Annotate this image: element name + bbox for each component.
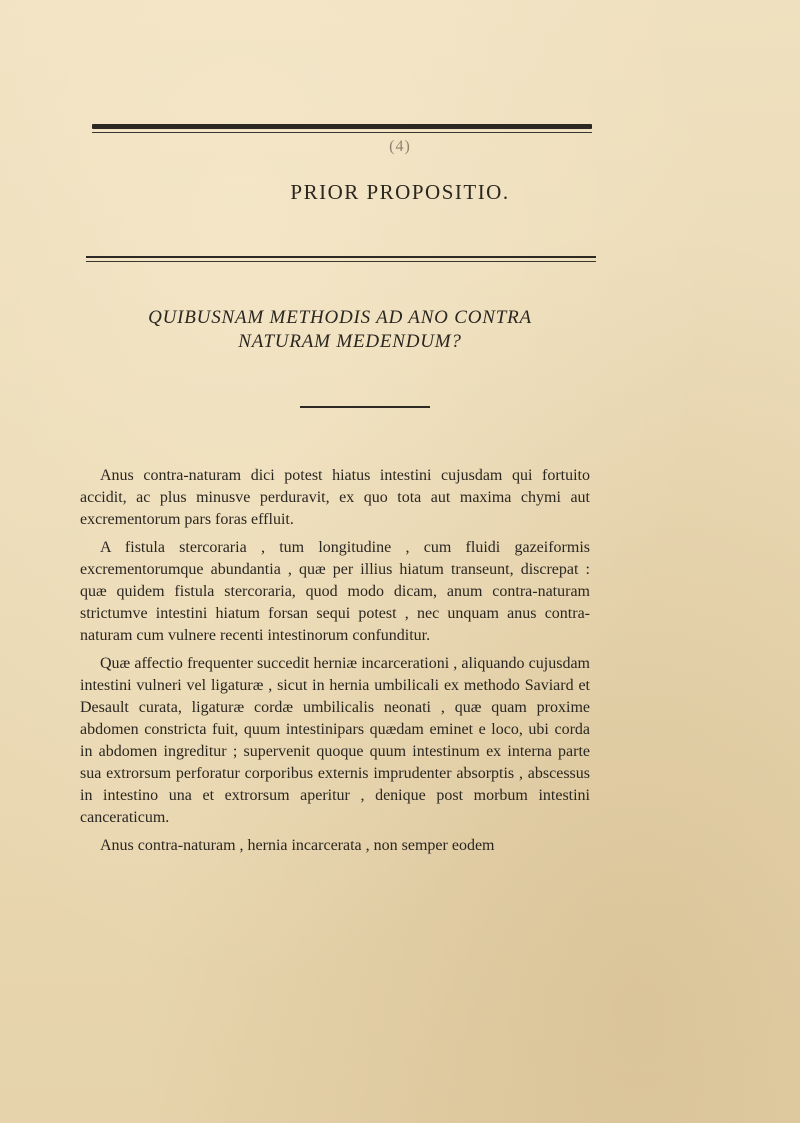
- separator-rule: [300, 406, 430, 408]
- question-heading: [0, 306, 680, 354]
- title-rule-top: [86, 256, 596, 258]
- question-line-2: NATURAM MEDENDUM?: [238, 331, 462, 352]
- title-rule-bottom: [86, 261, 596, 262]
- paragraph: Quæ affectio frequenter succedit herniæ incarcerationi , aliquando cujusdam intestini vulneri vel ligaturæ , sicut in hernia umbilicali ex methodo Saviard et Desault curata, ligaturæ cordæ umbilicalis neonati , quæ quam proxime abdomen constricta fuit, quum intestinipars quædam eminet e loco, ubi corda in abdomen ingreditur ; supervenit quoque quum intestinum ex interna parte sua extrorsum perforatur corporibus externis imprudenter absorptis , abscessus in intestino una et extrorsum aperitur , denique post morbum intestini canceraticum.: [80, 655, 590, 826]
- header-rule: [92, 124, 592, 129]
- body-text: [80, 465, 590, 863]
- paragraph: Anus contra-naturam , hernia incarcerata , non semper eodem: [100, 837, 495, 854]
- section-title: PRIOR PROPOSITIO.: [290, 180, 510, 204]
- header-rule-thin: [92, 132, 592, 133]
- paragraph: Anus contra-naturam dici potest hiatus intestini cujusdam qui fortuito accidit, ac plus minusve perduravit, ex quo tota aut maxima chymi aut excrementorum pars foras effluit.: [80, 467, 590, 528]
- question-line-1: QUIBUSNAM METHODIS AD ANO CONTRA: [148, 307, 532, 328]
- paragraph: A fistula stercoraria , tum longitudine , cum fluidi gazeiformis excrementorumque abundantia , quæ per illius hiatum transeunt, discrepat : quæ quidem fistula stercoraria, quod modo dicam, anum contra-naturam strictumve intestini hiatum forsan sequi potest , nec unquam anus contra-naturam cum vulnere recenti intestinorum confunditur.: [80, 539, 590, 644]
- page-number: (4): [389, 138, 411, 155]
